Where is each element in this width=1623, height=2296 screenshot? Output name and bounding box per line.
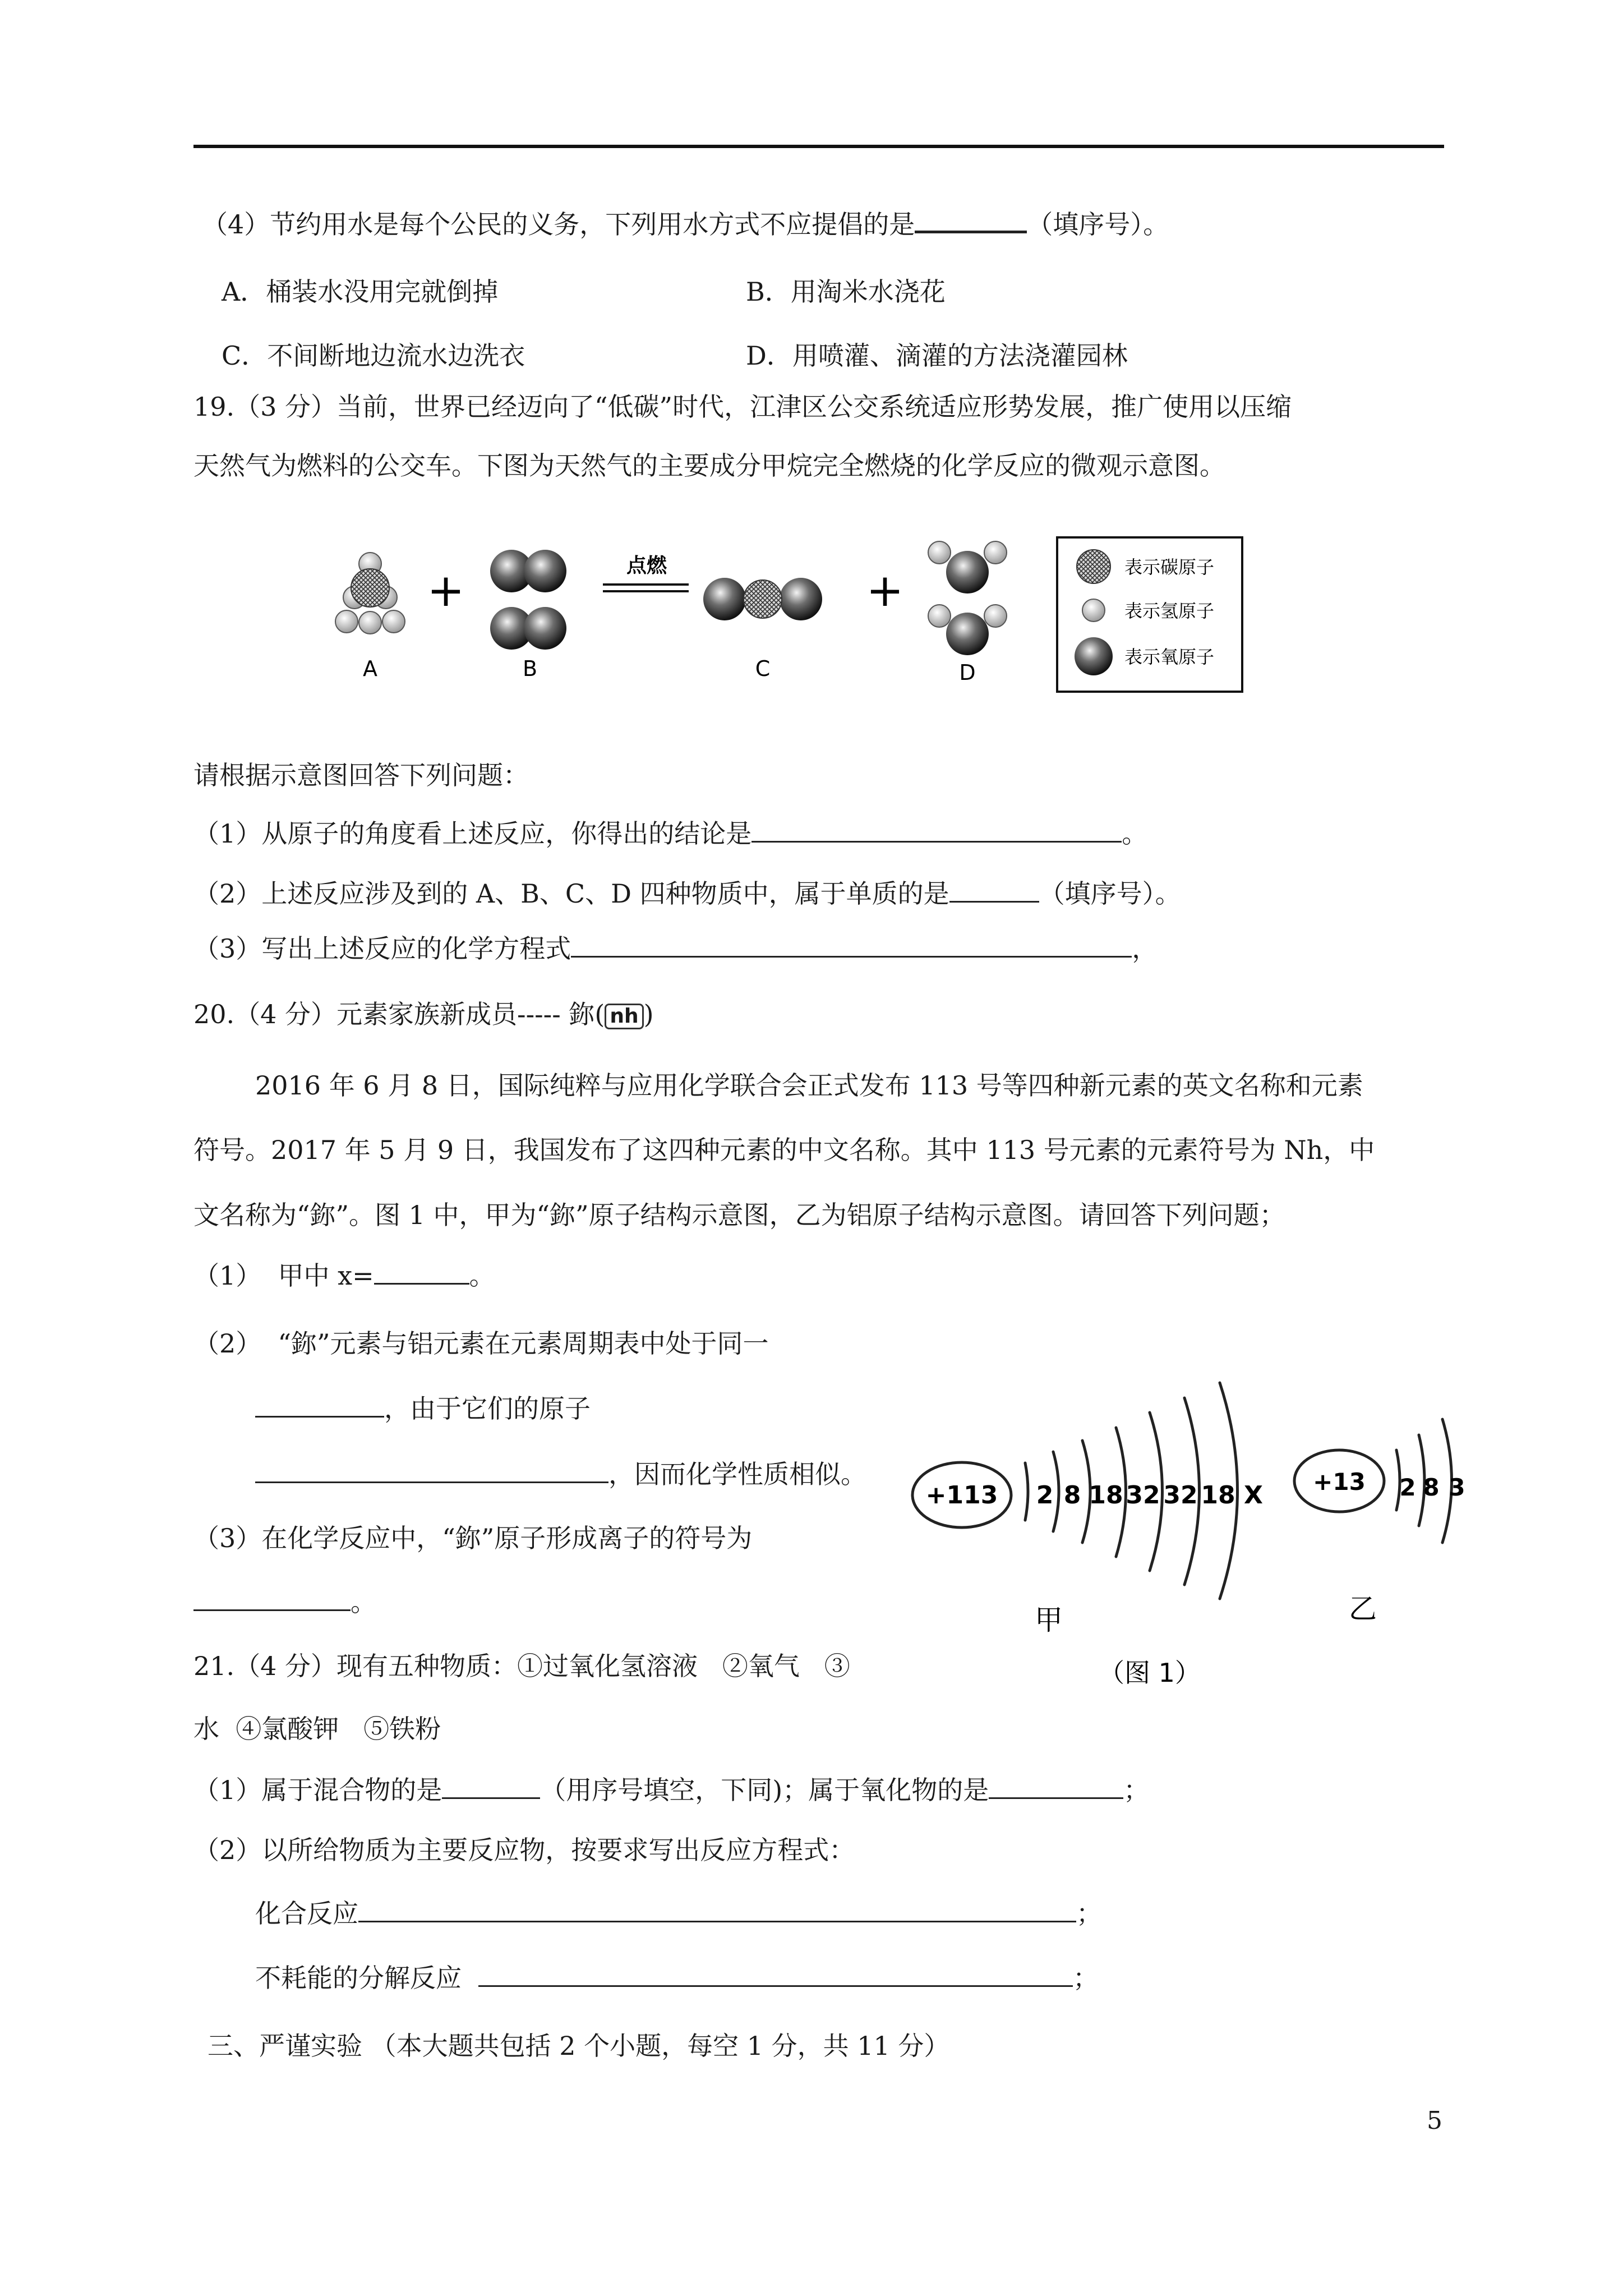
q21-line2: 水 ④氯酸钾 ⑤铁粉 <box>193 1714 441 1744</box>
q21-decomposition-blank[interactable] <box>478 1961 1073 1987</box>
plus-sign: + <box>866 564 904 616</box>
q21-line1: 21.（4 分）现有五种物质：①过氧化氢溶液 ②氧气 ③ <box>193 1651 850 1681</box>
legend-oxygen: 表示氧原子 <box>1124 646 1215 668</box>
yi-nucleus-charge: +13 <box>1313 1468 1366 1496</box>
atom-structure-figure <box>903 1363 1486 1700</box>
legend-hydrogen: 表示氢原子 <box>1124 600 1215 622</box>
plus-sign: + <box>427 564 465 616</box>
jia-shell-value: 32 <box>1163 1481 1198 1510</box>
header-rule <box>193 145 1444 148</box>
jia-shell-value: 18 <box>1201 1481 1235 1510</box>
q21-q1-blank2[interactable] <box>989 1773 1123 1799</box>
reaction-diagram <box>314 522 1256 701</box>
q19-line2: 天然气为燃料的公交车。下图为天然气的主要成分甲烷完全燃烧的化学反应的微观示意图。 <box>193 450 1225 481</box>
figure-caption: （图 1） <box>1099 1658 1201 1688</box>
q21-q2: （2）以所给物质为主要反应物，按要求写出反应方程式： <box>193 1835 855 1865</box>
q21-combination-blank[interactable] <box>358 1896 1076 1922</box>
q19-q2-blank[interactable] <box>949 876 1039 903</box>
label-c: C <box>755 656 771 681</box>
q20-q3-blank[interactable] <box>193 1585 351 1611</box>
label-jia: 甲 <box>1035 1604 1063 1636</box>
option-a: A．桶装水没用完就倒掉 <box>222 277 499 307</box>
q21-combination: 化合反应 ； <box>255 1896 1102 1930</box>
jia-shell-value: 32 <box>1126 1481 1160 1510</box>
label-yi: 乙 <box>1349 1593 1377 1625</box>
q20-title: 20.（4 分）元素家族新成员----- 鉨( nh ) <box>193 999 654 1029</box>
yi-shell-value: 2 <box>1399 1474 1416 1501</box>
molecule-c <box>703 578 822 620</box>
molecule-d <box>928 541 1007 655</box>
q21-decomposition: 不耗能的分解反应 ； <box>255 1961 1099 1995</box>
q19-q1-blank[interactable] <box>751 816 1122 843</box>
option-c: C．不间断地边流水边洗衣 <box>222 341 525 371</box>
q18-4-stem: （4）节约用水是每个公民的义务，下列用水方式不应提倡的是 （填序号）。 <box>202 206 1169 241</box>
q19-q3-blank[interactable] <box>571 931 1132 958</box>
q21-q1-blank1[interactable] <box>442 1773 540 1799</box>
shell-arc <box>1053 1452 1059 1531</box>
label-b: B <box>522 656 538 681</box>
q20-q1-blank[interactable] <box>374 1258 469 1285</box>
q20-para2: 符号。2017 年 5 月 9 日，我国发布了这四种元素的中文名称。其中 113 号元素的元素符号为 Nh，中 <box>193 1135 1375 1165</box>
q20-para3: 文名称为“鉨”。图 1 中，甲为“鉨”原子结构示意图，乙为铝原子结构示意图。请回答下列问题； <box>193 1200 1285 1230</box>
option-b: B．用淘米水浇花 <box>746 277 946 307</box>
q20-q2-b: ，由于它们的原子 <box>255 1391 591 1425</box>
q20-q2-blank1[interactable] <box>255 1391 384 1418</box>
q21-q1: （1）属于混合物的是 （用序号填空，下同)；属于氧化物的是 ； <box>193 1773 1149 1807</box>
jia-shell-value: 8 <box>1063 1481 1081 1510</box>
jia-nucleus-charge: +113 <box>925 1481 998 1510</box>
q19-q1: （1）从原子的角度看上述反应，你得出的结论是 。 <box>193 816 1147 850</box>
shell-arc <box>1025 1463 1028 1520</box>
q20-q2-blank2[interactable] <box>255 1457 608 1483</box>
label-d: D <box>959 660 976 685</box>
q18-4-blank[interactable] <box>915 206 1027 233</box>
q20-q3-b: 。 <box>193 1585 376 1619</box>
q19-q3: （3）写出上述反应的化学方程式 ， <box>193 931 1158 965</box>
legend-box <box>1057 537 1242 692</box>
jia-shell-value: 2 <box>1036 1481 1054 1510</box>
jia-shell-value: 18 <box>1089 1481 1123 1510</box>
q20-q2-a: （2） “鉨”元素与铝元素在元素周期表中处于同一 <box>193 1328 769 1359</box>
q20-q1: （1） 甲中 x= 。 <box>193 1258 495 1292</box>
yi-shell-value: 3 <box>1449 1474 1465 1501</box>
q19-intro: 请根据示意图回答下列问题： <box>193 760 529 790</box>
label-a: A <box>363 656 377 681</box>
yi-shell-value: 8 <box>1423 1474 1440 1501</box>
q20-q3-a: （3）在化学反应中，“鉨”原子形成离子的符号为 <box>193 1523 753 1553</box>
q20-q2-c: ，因而化学性质相似。 <box>255 1457 866 1491</box>
section-3-heading: 三、严谨实验 （本大题共包括 2 个小题，每空 1 分，共 11 分） <box>208 2031 950 2061</box>
q20-para1: 2016 年 6 月 8 日，国际纯粹与应用化学联合会正式发布 113 号等四种新元素的英文名称和元素 <box>255 1070 1363 1101</box>
option-d: D．用喷灌、滴灌的方法浇灌园林 <box>746 341 1128 371</box>
page-number: 5 <box>1427 2106 1442 2135</box>
q19-line1: 19.（3 分）当前，世界已经迈向了“低碳”时代，江津区公交系统适应形势发展，推广使用以压缩 <box>193 392 1292 422</box>
q19-q2: （2）上述反应涉及到的 A、B、C、D 四种物质中，属于单质的是 （填序号）。 <box>193 876 1181 910</box>
jia-shell-value: X <box>1244 1481 1263 1510</box>
nh-symbol-icon: nh <box>605 1004 643 1029</box>
legend-carbon: 表示碳原子 <box>1124 556 1215 578</box>
reaction-condition: 点燃 <box>626 554 667 577</box>
molecule-b <box>490 550 566 650</box>
molecule-a <box>335 553 405 634</box>
